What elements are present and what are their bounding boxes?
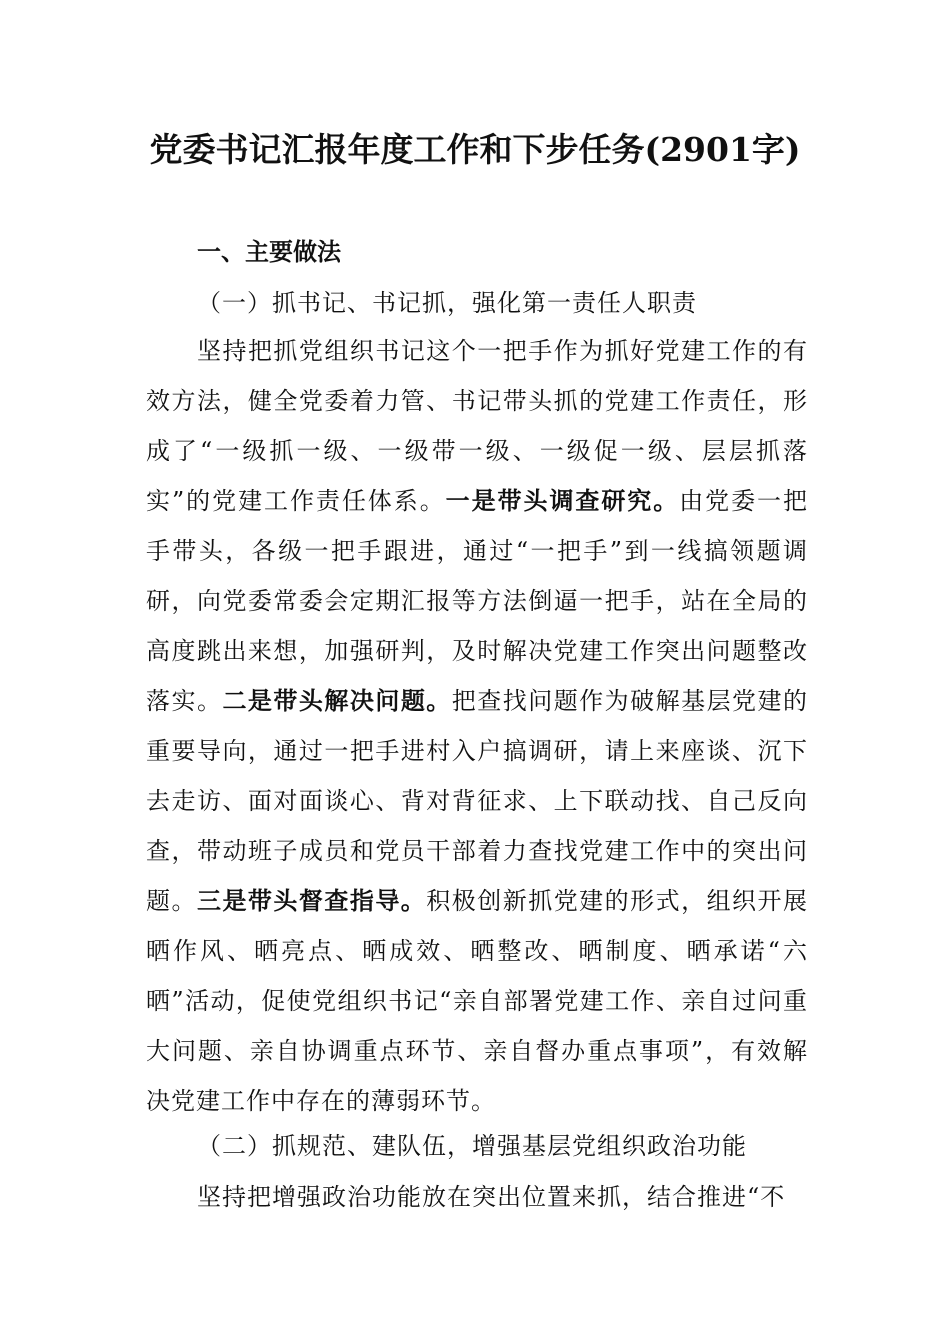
paragraph-text: 积极创新抓党建的形式，组织开展晒作风、晒亮点、晒成效、晒整改、晒制度、晒承诺“六晒”活动，促使党组织书记“亲自部署党建工作、亲自过问重大问题、亲自协调重点环节、亲自督办重点事项”，有效解决党建工作中存在的薄弱环节。 <box>146 887 809 1115</box>
subsection-heading-2: （二）抓规范、建队伍，增强基层党组织政治功能 <box>197 1132 747 1160</box>
document-title: 党委书记汇报年度工作和下步任务(2901字) <box>149 130 801 169</box>
body-paragraph-1 <box>146 326 808 1126</box>
paragraph-text: 把查找问题作为破解基层党建的重要导向，通过一把手进村入户搞调研，请上来座谈、沉下去走访、面对面谈心、背对背征求、上下联动找、自己反向查，带动班子成员和党员干部着力查找党建工作中的突出问题。 <box>146 687 809 915</box>
paragraph-text: 由党委一把手带头，各级一把手跟进，通过“一把手”到一线搞领题调研，向党委常委会定期汇报等方法倒逼一把手，站在全局的高度跳出来想，加强研判，及时解决党建工作突出问题整改落实。 <box>146 487 808 715</box>
body-paragraph-2: 坚持把增强政治功能放在突出位置来抓，结合推进“不 <box>197 1183 786 1211</box>
subsection-heading-1: （一）抓书记、书记抓，强化第一责任人职责 <box>197 289 697 317</box>
bold-key-phrase: 二是带头解决问题。 <box>222 686 452 715</box>
paragraph-text: 坚持把抓党组织书记这个一把手作为抓好党建工作的有效方法，健全党委着力管、书记带头抓的党建工作责任，形成了“一级抓一级、一级带一级、一级促一级、层层抓落实”的党建工作责任体系。 <box>146 337 808 515</box>
section-heading-main-practices: 一、主要做法 <box>197 238 341 266</box>
bold-key-phrase: 一是带头调查研究。 <box>445 486 680 515</box>
bold-key-phrase: 三是带头督查指导。 <box>196 886 427 915</box>
